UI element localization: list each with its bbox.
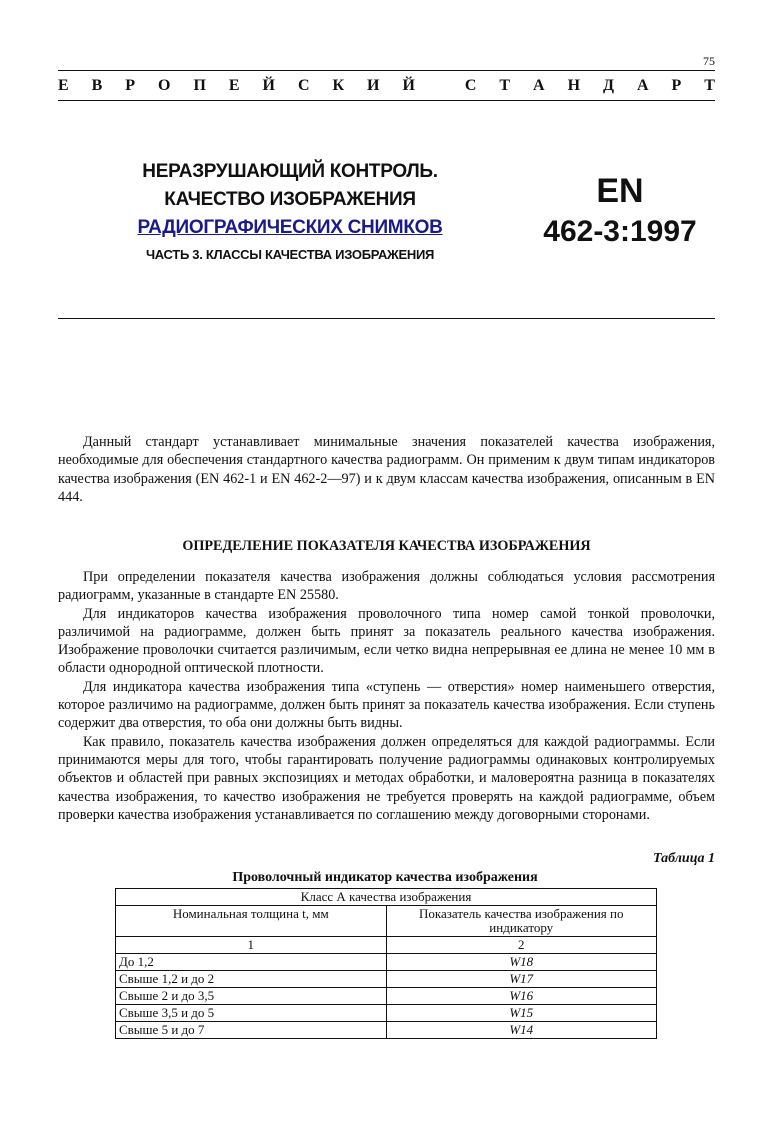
thickness-cell: Свыше 3,5 и до 5 [116, 1005, 387, 1022]
body-text [58, 568, 715, 824]
banner-letter: Р [671, 77, 682, 94]
intro-text [58, 433, 715, 506]
table-number-row [116, 937, 657, 954]
banner-letter: В [91, 77, 103, 94]
banner-letter: Е [228, 77, 240, 94]
col1-number: 1 [116, 937, 387, 954]
wire-iqi-table [115, 888, 657, 1039]
iqi-value-cell: W15 [386, 1005, 657, 1022]
banner-letter: Н [567, 77, 581, 94]
table-row [116, 988, 657, 1005]
iqi-value-cell: W14 [386, 1022, 657, 1039]
intro-paragraph: Данный стандарт устанавливает минимальные значения показателей качества изображения, необходимые для обеспечения стандартного качества радиограмм. Он применим к двум типам индикаторов качества изображения (EN 462-1 и EN 462-2—97) и к двум классам качества изображения, описанным в EN 444. [58, 434, 715, 505]
banner-letter: П [193, 77, 206, 94]
page-number: 75 [703, 54, 715, 68]
standard-code [530, 170, 710, 252]
col2-header: Показатель качества изображения по индикатору [386, 906, 657, 937]
col1-header: Номинальная толщина t, мм [116, 906, 387, 937]
table-caption: Таблица 1 [653, 851, 715, 866]
banner-rule [58, 100, 715, 101]
section-heading: ОПРЕДЕЛЕНИЕ ПОКАЗАТЕЛЯ КАЧЕСТВА ИЗОБРАЖЕНИЯ [182, 538, 591, 554]
table-row [116, 1022, 657, 1039]
banner-letter: Т [704, 77, 715, 94]
table-row [116, 1005, 657, 1022]
banner-letter: Т [499, 77, 511, 94]
banner-letter: И [367, 77, 380, 94]
standard-title [100, 158, 480, 268]
standard-code-number: 462-3:1997 [543, 215, 697, 248]
paragraph: Для индикаторов качества изображения проволочного типа номер самой тонкой проволочки, различимой на радиограмме, должен быть принят за показатель реального качества изображения. Изображение проволочки считается различимым, если четко видна непрерывная ее длина не менее 10 мм в области однородной оптической плотности. [58, 605, 715, 677]
table-row [116, 954, 657, 971]
banner-letter: А [636, 77, 649, 94]
thickness-cell: Свыше 2 и до 3,5 [116, 988, 387, 1005]
title-line-3: РАДИОГРАФИЧЕСКИХ СНИМКОВ [137, 217, 443, 238]
class-header: Класс А качества изображения [116, 889, 657, 906]
thickness-cell: Свыше 1,2 и до 2 [116, 971, 387, 988]
iqi-value-cell: W17 [386, 971, 657, 988]
banner-letter: А [533, 77, 545, 94]
european-standard-banner [58, 77, 715, 95]
paragraph: Как правило, показатель качества изображения должен определяться для каждой радиограммы. Если принимаются меры для того, чтобы гарантировать получение радиограммы одинаковых контролируемых объектов и областей при равных экспозициях и методах обработки, и маловероятна разница в показателях качества изображения, то качество изображения не требуется проверять на каждой радиограмме, объем проверки качества изображения устанавливается по соглашению между договорными сторонами. [58, 733, 715, 823]
thickness-cell: До 1,2 [116, 954, 387, 971]
title-line-2: КАЧЕСТВО ИЗОБРАЖЕНИЯ [164, 189, 416, 210]
table-class-row [116, 889, 657, 906]
banner-letter: К [332, 77, 345, 94]
table-row [116, 971, 657, 988]
banner-letter: С [464, 77, 477, 94]
title-subtitle: ЧАСТЬ 3. КЛАССЫ КАЧЕСТВА ИЗОБРАЖЕНИЯ [145, 247, 435, 262]
banner-gap [438, 77, 442, 95]
iqi-value-cell: W18 [386, 954, 657, 971]
banner-letter: Е [58, 77, 69, 94]
banner-letter: Д [602, 77, 614, 94]
iqi-value-cell: W16 [386, 988, 657, 1005]
banner-letter: Р [125, 77, 136, 94]
thickness-cell: Свыше 5 и до 7 [116, 1022, 387, 1039]
banner-letter: С [297, 77, 310, 94]
paragraph: Для индикатора качества изображения типа «ступень — отверстия» номер наименьшего отверстия, которое различимо на радиограмме, должен быть принят за показатель качества изображения. Если ступень содержит два отверстия, то оба они должны быть видны. [58, 678, 715, 732]
banner-letter: Й [402, 77, 415, 94]
banner-letter: Й [262, 77, 275, 94]
table-header-row [116, 906, 657, 937]
table-title: Проволочный индикатор качества изображения [232, 870, 538, 885]
paragraph: При определении показателя качества изображения должны соблюдаться условия рассмотрения радиограмм, указанные в стандарте EN 25580. [58, 569, 715, 604]
col2-number: 2 [386, 937, 657, 954]
banner-letter: О [158, 77, 171, 94]
standard-code-prefix: EN [596, 172, 644, 210]
title-rule [58, 318, 715, 319]
top-rule [58, 70, 715, 71]
title-line-1: НЕРАЗРУШАЮЩИЙ КОНТРОЛЬ. [142, 161, 438, 182]
